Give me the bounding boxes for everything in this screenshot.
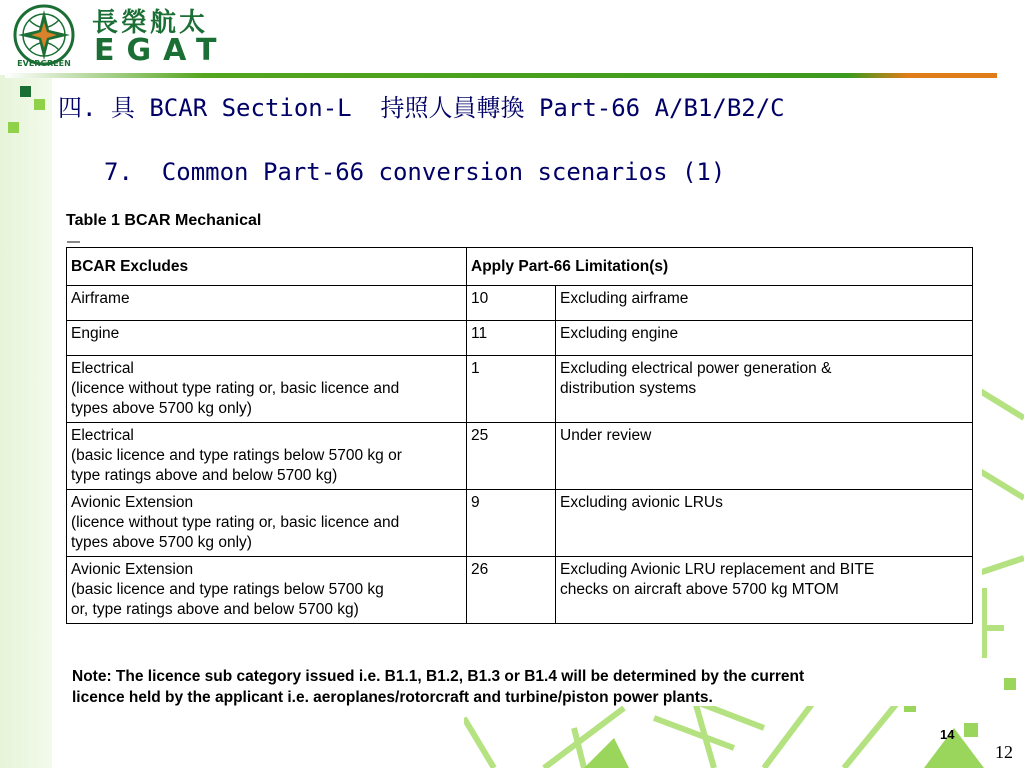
cell-code: 1: [467, 356, 556, 423]
table-row: [67, 490, 973, 557]
document-mark: [67, 241, 80, 243]
slide-number: 12: [995, 742, 1013, 762]
cell-line: types above 5700 kg only): [71, 400, 252, 417]
logo-english-name: EGAT: [94, 33, 229, 68]
cell-line: Excluding airframe: [560, 290, 689, 307]
slide-subheading: 7. Common Part-66 conversion scenarios (1): [104, 158, 726, 186]
cell-line: (licence without type rating or, basic licence and: [71, 514, 400, 531]
cell-code: 26: [467, 557, 556, 624]
cell-line: (basic licence and type ratings below 5700 kg: [71, 581, 384, 598]
cell-line: Excluding Avionic LRU replacement and BITE: [560, 561, 875, 578]
document-excerpt: [52, 206, 982, 706]
cell-limitation: [556, 490, 973, 557]
cell-limitation: [556, 321, 973, 356]
cell-limitation: [556, 356, 973, 423]
cell-line: Electrical: [71, 427, 134, 444]
cell-excludes: [67, 423, 467, 490]
header-part66-limitations: Apply Part-66 Limitation(s): [467, 248, 973, 286]
cell-line: type ratings above and below 5700 kg): [71, 467, 338, 484]
cell-line: (licence without type rating or, basic licence and: [71, 380, 400, 397]
cell-line: checks on aircraft above 5700 kg MTOM: [560, 581, 839, 598]
note-line: licence held by the applicant i.e. aeroplanes/rotorcraft and turbine/piston power plants.: [72, 689, 713, 706]
document-page-number: 14: [940, 727, 955, 742]
cell-line: Airframe: [71, 290, 130, 307]
header-divider: [5, 73, 997, 78]
cell-code: 9: [467, 490, 556, 557]
table-header-row: [67, 248, 973, 286]
cell-line: distribution systems: [560, 380, 697, 397]
bullet-square-decoration: [8, 122, 19, 133]
logo-ring-text: EVERGREEN: [17, 59, 71, 68]
cell-line: Excluding electrical power generation &: [560, 360, 832, 377]
cell-code: 25: [467, 423, 556, 490]
table-row: [67, 557, 973, 624]
cell-line: Excluding avionic LRUs: [560, 494, 723, 511]
cell-line: or, type ratings above and below 5700 kg): [71, 601, 359, 618]
logo-chinese-name: 長榮航太: [92, 8, 209, 38]
cell-line: Engine: [71, 325, 120, 342]
cell-code: 11: [467, 321, 556, 356]
cell-line: Excluding engine: [560, 325, 679, 342]
table-note: [72, 666, 962, 708]
cell-excludes: [67, 321, 467, 356]
cell-excludes: [67, 557, 467, 624]
bullet-square-decoration: [34, 99, 45, 110]
cell-excludes: [67, 490, 467, 557]
cell-excludes: [67, 286, 467, 321]
cell-line: types above 5700 kg only): [71, 534, 252, 551]
cell-code: 10: [467, 286, 556, 321]
slide-heading: 四. 具 BCAR Section-L 持照人員轉換 Part-66 A/B1/B2/C: [58, 94, 785, 122]
table-row: [67, 423, 973, 490]
cell-line: Electrical: [71, 360, 134, 377]
header-bcar-excludes: BCAR Excludes: [67, 248, 467, 286]
table-row: [67, 286, 973, 321]
cell-excludes: [67, 356, 467, 423]
table-row: [67, 321, 973, 356]
cell-limitation: [556, 286, 973, 321]
note-line: Note: The licence sub category issued i.e. B1.1, B1.2, B1.3 or B1.4 will be determined by the current: [72, 668, 805, 685]
left-background-band: [0, 75, 52, 768]
cell-line: Avionic Extension: [71, 494, 194, 511]
bcar-mechanical-table: [66, 247, 973, 624]
table-title: Table 1 BCAR Mechanical: [66, 212, 262, 229]
cell-limitation: [556, 557, 973, 624]
table-row: [67, 356, 973, 423]
cell-line: (basic licence and type ratings below 5700 kg or: [71, 447, 402, 464]
cell-line: Avionic Extension: [71, 561, 194, 578]
bullet-square-decoration: [20, 86, 31, 97]
cell-line: Under review: [560, 427, 652, 444]
cell-limitation: [556, 423, 973, 490]
